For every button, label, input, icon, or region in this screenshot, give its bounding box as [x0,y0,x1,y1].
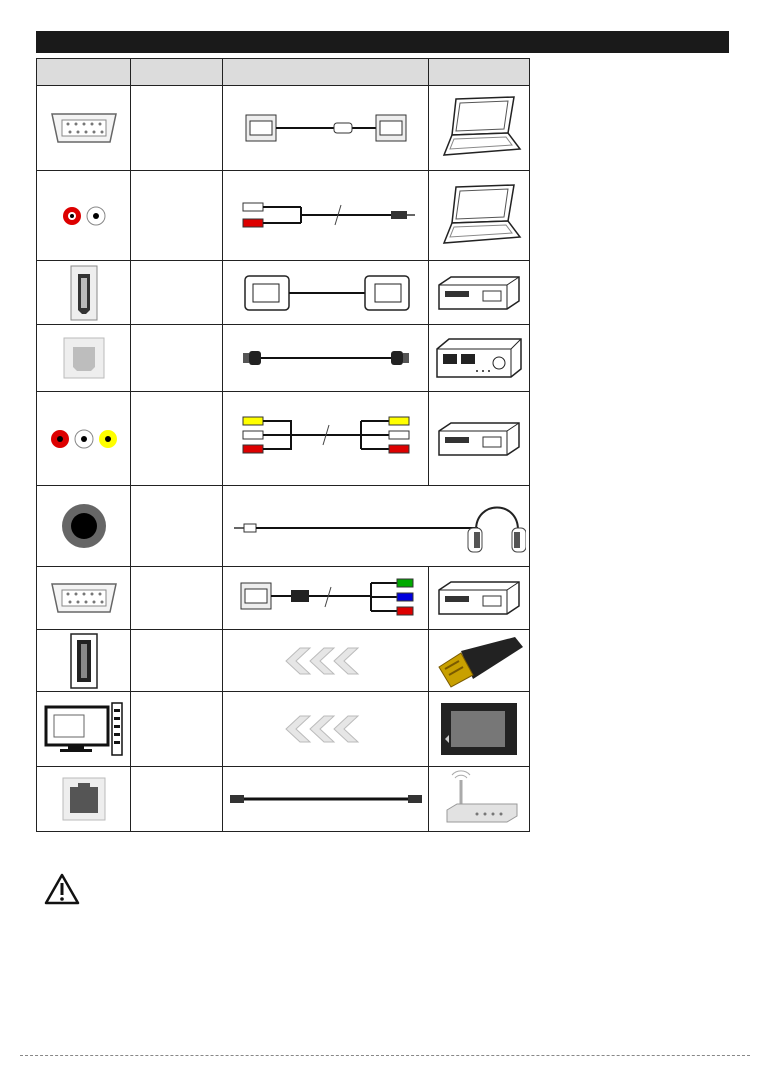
type-cell [131,692,223,767]
type-cell [131,630,223,692]
optical-cable-icon [223,325,428,392]
av-port-icon [37,392,131,486]
insert-arrows-icon [223,692,428,767]
hdmi-port-icon [37,261,131,325]
ypbpr-cable-icon [223,567,428,630]
insert-arrows-icon [223,630,428,692]
player-device-icon [428,567,529,630]
usb-stick-icon [428,630,529,692]
type-cell [131,325,223,392]
amplifier-icon [428,325,529,392]
hdmi-cable-icon [223,261,428,325]
table-row [37,767,530,832]
connection-table [36,58,530,832]
ethernet-port-icon [37,767,131,832]
table-row [37,261,530,325]
rca-audio-port-icon [37,171,131,261]
type-cell [131,567,223,630]
rca-to-jack-cable-icon [223,171,428,261]
table-row [37,486,530,567]
laptop-icon [428,171,529,261]
table-row [37,567,530,630]
optical-port-icon [37,325,131,392]
headphone-jack-icon [37,486,131,567]
title-bar [36,31,729,53]
table-row [37,630,530,692]
ethernet-cable-icon [223,767,428,832]
type-cell [131,486,223,567]
header-connector [37,59,131,86]
laptop-icon [428,86,529,171]
type-cell [131,767,223,832]
type-cell [131,171,223,261]
table-row [37,392,530,486]
table-header-row [37,59,530,86]
type-cell [131,86,223,171]
vga-port-icon [37,567,131,630]
page-bottom-divider [20,1055,750,1056]
table-row [37,171,530,261]
cam-card-icon [428,692,529,767]
av-cable-icon [223,392,428,486]
player-device-icon [428,261,529,325]
vga-cable-icon [223,86,428,171]
header-cables [223,59,428,86]
table-row [37,86,530,171]
vga-port-icon [37,86,131,171]
tv-ci-slot-icon [37,692,131,767]
player-device-icon [428,392,529,486]
headphone-cable-icon [223,486,530,567]
table-row [37,692,530,767]
router-icon [428,767,529,832]
header-type [131,59,223,86]
header-device [428,59,529,86]
type-cell [131,261,223,325]
table-row [37,325,530,392]
usb-port-icon [37,630,131,692]
warning-triangle-icon [44,872,80,906]
type-cell [131,392,223,486]
